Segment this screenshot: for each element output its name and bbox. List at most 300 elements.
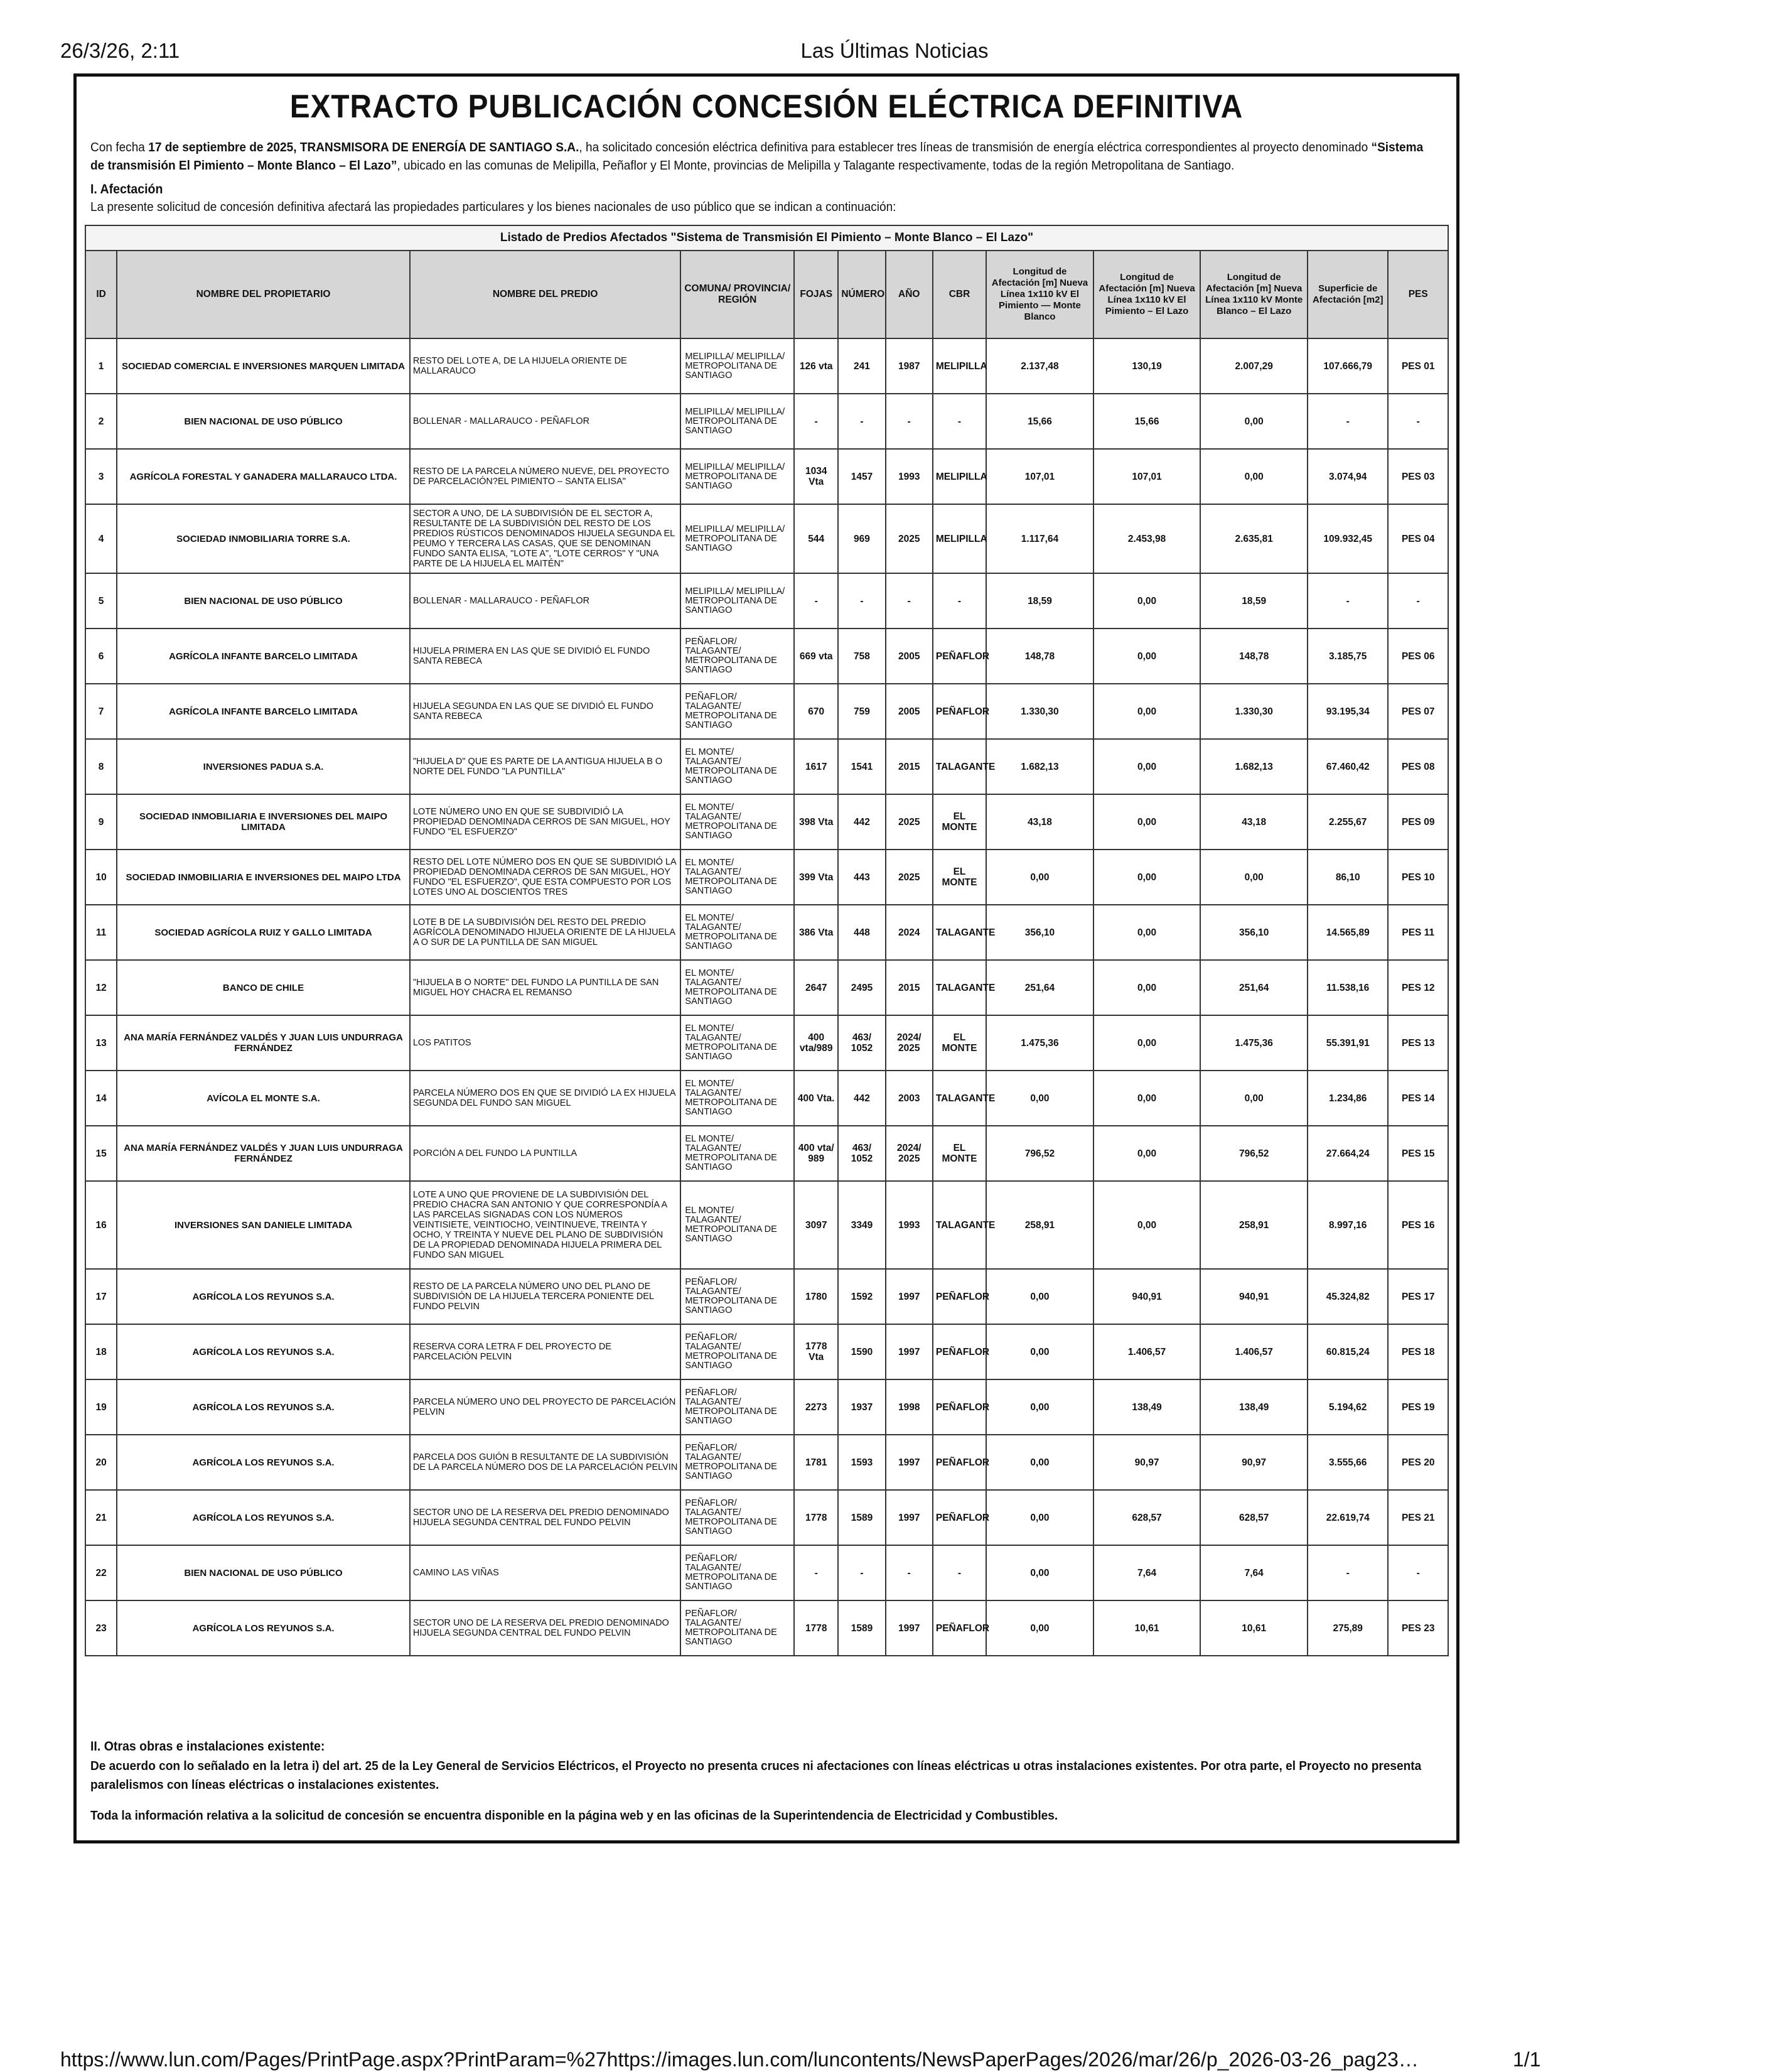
cell-owner: ANA MARÍA FERNÁNDEZ VALDÉS Y JUAN LUIS UNDURRAGA FERNÁNDEZ <box>117 1126 410 1181</box>
section-2-title: II. Otras obras e instalaciones existente: <box>90 1739 325 1754</box>
cell-owner: AGRÍCOLA LOS REYUNOS S.A. <box>117 1600 410 1656</box>
cell-numero: 463/ 1052 <box>838 1015 885 1071</box>
cell-len2: 940,91 <box>1093 1269 1201 1324</box>
cell-id: 2 <box>85 394 117 449</box>
col-length-2: Longitud de Afectación [m] Nueva Línea 1x110 kV El Pimiento – El Lazo <box>1093 251 1201 338</box>
cell-owner: SOCIEDAD AGRÍCOLA RUIZ Y GALLO LIMITADA <box>117 905 410 960</box>
cell-len2: 0,00 <box>1093 684 1201 739</box>
cell-fojas: - <box>794 394 838 449</box>
table-body <box>85 338 1448 1656</box>
cell-property: BOLLENAR - MALLARAUCO - PEÑAFLOR <box>410 394 681 449</box>
cell-len3: 2.007,29 <box>1200 338 1308 394</box>
cell-anio: 2025 <box>886 850 933 905</box>
cell-pes: PES 15 <box>1388 1126 1448 1181</box>
cell-anio: 2024/ 2025 <box>886 1126 933 1181</box>
table-caption: Listado de Predios Afectados "Sistema de Transmisión El Pimiento – Monte Blanco – El Lazo" <box>85 225 1448 251</box>
cell-area: 3.185,75 <box>1308 629 1388 684</box>
cell-area: 14.565,89 <box>1308 905 1388 960</box>
cell-pes: - <box>1388 394 1448 449</box>
cell-area: 107.666,79 <box>1308 338 1388 394</box>
cell-len3: 148,78 <box>1200 629 1308 684</box>
cell-property: LOTE A UNO QUE PROVIENE DE LA SUBDIVISIÓN DEL PREDIO CHACRA SAN ANTONIO Y QUE CORRESPONDÍA A LAS PARCELAS SIGNADAS CON LOS NÚMEROS VEINTISIETE, VEINTIOCHO, VEINTINUEVE, TREINTA Y OCHO, Y TREINTA Y NUEVE DEL PLANO DE SUBDIVISIÓN DE LA PROPIEDAD DENOMINADA HIJUELA PRIMERA DEL FUNDO SAN MIGUEL <box>410 1181 681 1269</box>
col-length-1: Longitud de Afectación [m] Nueva Línea 1x110 kV El Pimiento — Monte Blanco <box>986 251 1093 338</box>
cell-len1: 796,52 <box>986 1126 1093 1181</box>
cell-commune: PEÑAFLOR/ TALAGANTE/ METROPOLITANA DE SANTIAGO <box>680 1490 794 1545</box>
cell-len1: 0,00 <box>986 1324 1093 1379</box>
cell-property: PARCELA NÚMERO DOS EN QUE SE DIVIDIÓ LA EX HIJUELA SEGUNDA DEL FUNDO SAN MIGUEL <box>410 1071 681 1126</box>
cell-id: 10 <box>85 850 117 905</box>
cell-area: 11.538,16 <box>1308 960 1388 1015</box>
cell-pes: PES 11 <box>1388 905 1448 960</box>
cell-pes: PES 19 <box>1388 1379 1448 1435</box>
cell-anio: 1997 <box>886 1490 933 1545</box>
cell-len3: 10,61 <box>1200 1600 1308 1656</box>
table-row <box>85 504 1448 573</box>
cell-owner: AGRÍCOLA LOS REYUNOS S.A. <box>117 1324 410 1379</box>
cell-fojas: 398 Vta <box>794 794 838 850</box>
cell-pes: PES 09 <box>1388 794 1448 850</box>
cell-numero: 1457 <box>838 449 885 504</box>
section-2 <box>90 1739 1440 1823</box>
cell-id: 4 <box>85 504 117 573</box>
cell-len3: 43,18 <box>1200 794 1308 850</box>
cell-area: 109.932,45 <box>1308 504 1388 573</box>
cell-numero: 758 <box>838 629 885 684</box>
cell-pes: PES 18 <box>1388 1324 1448 1379</box>
cell-anio: 2005 <box>886 629 933 684</box>
cell-anio: 2025 <box>886 794 933 850</box>
cell-cbr: TALAGANTE <box>933 1071 986 1126</box>
cell-property: CAMINO LAS VIÑAS <box>410 1545 681 1600</box>
cell-owner: INVERSIONES SAN DANIELE LIMITADA <box>117 1181 410 1269</box>
cell-owner: BIEN NACIONAL DE USO PÚBLICO <box>117 573 410 629</box>
cell-owner: AGRÍCOLA LOS REYUNOS S.A. <box>117 1435 410 1490</box>
cell-property: RESTO DE LA PARCELA NÚMERO NUEVE, DEL PROYECTO DE PARCELACIÓN?EL PIMIENTO – SANTA ELISA" <box>410 449 681 504</box>
cell-anio: 1997 <box>886 1600 933 1656</box>
cell-owner: SOCIEDAD INMOBILIARIA E INVERSIONES DEL MAIPO LTDA <box>117 850 410 905</box>
cell-pes: PES 07 <box>1388 684 1448 739</box>
cell-area: - <box>1308 573 1388 629</box>
cell-len1: 0,00 <box>986 850 1093 905</box>
cell-commune: PEÑAFLOR/ TALAGANTE/ METROPOLITANA DE SANTIAGO <box>680 1379 794 1435</box>
cell-id: 20 <box>85 1435 117 1490</box>
cell-numero: 3349 <box>838 1181 885 1269</box>
cell-pes: PES 20 <box>1388 1435 1448 1490</box>
col-length-3: Longitud de Afectación [m] Nueva Línea 1x110 kV Monte Blanco – El Lazo <box>1200 251 1308 338</box>
cell-len1: 0,00 <box>986 1600 1093 1656</box>
cell-len3: 2.635,81 <box>1200 504 1308 573</box>
cell-len2: 0,00 <box>1093 1181 1201 1269</box>
cell-area: 93.195,34 <box>1308 684 1388 739</box>
col-numero: NÚMERO <box>838 251 885 338</box>
cell-numero: 1593 <box>838 1435 885 1490</box>
cell-property: PARCELA DOS GUIÓN B RESULTANTE DE LA SUBDIVISIÓN DE LA PARCELA NÚMERO DOS DE LA PARCELACIÓN PELVIN <box>410 1435 681 1490</box>
cell-id: 22 <box>85 1545 117 1600</box>
cell-len3: 0,00 <box>1200 850 1308 905</box>
cell-owner: AGRÍCOLA INFANTE BARCELO LIMITADA <box>117 684 410 739</box>
cell-pes: PES 14 <box>1388 1071 1448 1126</box>
cell-numero: - <box>838 394 885 449</box>
cell-commune: PEÑAFLOR/ TALAGANTE/ METROPOLITANA DE SANTIAGO <box>680 684 794 739</box>
cell-property: RESTO DE LA PARCELA NÚMERO UNO DEL PLANO DE SUBDIVISIÓN DE LA HIJUELA TERCERA PONIENTE DEL FUNDO PELVIN <box>410 1269 681 1324</box>
cell-pes: PES 10 <box>1388 850 1448 905</box>
cell-property: SECTOR UNO DE LA RESERVA DEL PREDIO DENOMINADO HIJUELA SEGUNDA CENTRAL DEL FUNDO PELVIN <box>410 1490 681 1545</box>
cell-len3: 0,00 <box>1200 1071 1308 1126</box>
col-pes: PES <box>1388 251 1448 338</box>
table-row <box>85 1071 1448 1126</box>
cell-numero: 241 <box>838 338 885 394</box>
print-timestamp: 26/3/26, 2:11 <box>60 39 180 62</box>
cell-owner: AGRÍCOLA LOS REYUNOS S.A. <box>117 1379 410 1435</box>
cell-anio: 2025 <box>886 504 933 573</box>
cell-id: 11 <box>85 905 117 960</box>
affected-properties-table <box>85 225 1449 1656</box>
cell-area: 67.460,42 <box>1308 739 1388 794</box>
table-row <box>85 1269 1448 1324</box>
cell-area: 86,10 <box>1308 850 1388 905</box>
cell-commune: EL MONTE/ TALAGANTE/ METROPOLITANA DE SANTIAGO <box>680 905 794 960</box>
cell-cbr: - <box>933 573 986 629</box>
cell-len2: 2.453,98 <box>1093 504 1201 573</box>
cell-property: HIJUELA PRIMERA EN LAS QUE SE DIVIDIÓ EL FUNDO SANTA REBECA <box>410 629 681 684</box>
table-row <box>85 1126 1448 1181</box>
cell-len2: 90,97 <box>1093 1435 1201 1490</box>
cell-commune: MELIPILLA/ MELIPILLA/ METROPOLITANA DE SANTIAGO <box>680 338 794 394</box>
cell-len3: 940,91 <box>1200 1269 1308 1324</box>
cell-property: LOTE B DE LA SUBDIVISIÓN DEL RESTO DEL PREDIO AGRÍCOLA DENOMINADO HIJUELA ORIENTE DE LA HIJUELA A O SUR DE LA PUNTILLA DE SAN MIGUEL <box>410 905 681 960</box>
cell-len1: 0,00 <box>986 1545 1093 1600</box>
cell-len2: 130,19 <box>1093 338 1201 394</box>
cell-len2: 0,00 <box>1093 905 1201 960</box>
cell-pes: PES 04 <box>1388 504 1448 573</box>
cell-id: 7 <box>85 684 117 739</box>
table-row <box>85 1015 1448 1071</box>
cell-pes: PES 12 <box>1388 960 1448 1015</box>
cell-commune: EL MONTE/ TALAGANTE/ METROPOLITANA DE SANTIAGO <box>680 1071 794 1126</box>
cell-len2: 0,00 <box>1093 850 1201 905</box>
cell-cbr: MELIPILLA <box>933 504 986 573</box>
cell-numero: 1592 <box>838 1269 885 1324</box>
cell-fojas: - <box>794 573 838 629</box>
cell-anio: 1993 <box>886 1181 933 1269</box>
cell-area: 8.997,16 <box>1308 1181 1388 1269</box>
cell-commune: EL MONTE/ TALAGANTE/ METROPOLITANA DE SANTIAGO <box>680 960 794 1015</box>
cell-commune: EL MONTE/ TALAGANTE/ METROPOLITANA DE SANTIAGO <box>680 794 794 850</box>
cell-fojas: 400 vta/989 <box>794 1015 838 1071</box>
cell-commune: EL MONTE/ TALAGANTE/ METROPOLITANA DE SANTIAGO <box>680 1126 794 1181</box>
cell-pes: PES 03 <box>1388 449 1448 504</box>
cell-len2: 628,57 <box>1093 1490 1201 1545</box>
cell-len1: 18,59 <box>986 573 1093 629</box>
cell-owner: BANCO DE CHILE <box>117 960 410 1015</box>
cell-anio: 2003 <box>886 1071 933 1126</box>
cell-area: 60.815,24 <box>1308 1324 1388 1379</box>
cell-cbr: MELIPILLA <box>933 449 986 504</box>
notice-frame <box>73 73 1459 1843</box>
cell-len3: 138,49 <box>1200 1379 1308 1435</box>
cell-len3: 251,64 <box>1200 960 1308 1015</box>
cell-id: 15 <box>85 1126 117 1181</box>
print-url: https://www.lun.com/Pages/PrintPage.aspx?PrintParam=%27https://images.lun.com/luncontents/NewsPaperPages/2026/mar/26/p_2026-03-26_pag23… <box>60 2048 1419 2071</box>
cell-anio: 1997 <box>886 1269 933 1324</box>
cell-pes: PES 06 <box>1388 629 1448 684</box>
cell-anio: 2024 <box>886 905 933 960</box>
cell-numero: 1589 <box>838 1490 885 1545</box>
cell-fojas: 2273 <box>794 1379 838 1435</box>
notice-intro: Con fecha 17 de septiembre de 2025, TRANSMISORA DE ENERGÍA DE SANTIAGO S.A., ha solicitado concesión eléctrica definitiva para establecer tres líneas de transmisión de energía eléctrica correspondientes al proyecto denominado “Sistema de transmisión El Pimiento – Monte Blanco – El Lazo”, ubicado en las comunas de Melipilla, Peñaflor y El Monte, provincias de Melipilla y Talagante respectivamente, todas de la región Metropolitana de Santiago. <box>90 140 1424 173</box>
table-row <box>85 1379 1448 1435</box>
cell-area: - <box>1308 394 1388 449</box>
cell-anio: 2024/ 2025 <box>886 1015 933 1071</box>
cell-cbr: PEÑAFLOR <box>933 1600 986 1656</box>
cell-cbr: TALAGANTE <box>933 1181 986 1269</box>
table-row <box>85 850 1448 905</box>
cell-len2: 0,00 <box>1093 1071 1201 1126</box>
cell-commune: MELIPILLA/ MELIPILLA/ METROPOLITANA DE SANTIAGO <box>680 394 794 449</box>
table-row <box>85 629 1448 684</box>
col-area: Superficie de Afectación [m2] <box>1308 251 1388 338</box>
cell-property: RESERVA CORA LETRA F DEL PROYECTO DE PARCELACIÓN PELVIN <box>410 1324 681 1379</box>
cell-len2: 15,66 <box>1093 394 1201 449</box>
cell-numero: 442 <box>838 1071 885 1126</box>
cell-len3: 628,57 <box>1200 1490 1308 1545</box>
cell-fojas: 1778 <box>794 1490 838 1545</box>
cell-anio: - <box>886 573 933 629</box>
cell-numero: - <box>838 573 885 629</box>
cell-len2: 0,00 <box>1093 739 1201 794</box>
cell-pes: PES 21 <box>1388 1490 1448 1545</box>
cell-len2: 1.406,57 <box>1093 1324 1201 1379</box>
col-property: NOMBRE DEL PREDIO <box>410 251 681 338</box>
cell-id: 17 <box>85 1269 117 1324</box>
cell-anio: 1993 <box>886 449 933 504</box>
cell-len3: 7,64 <box>1200 1545 1308 1600</box>
cell-owner: SOCIEDAD INMOBILIARIA TORRE S.A. <box>117 504 410 573</box>
cell-id: 9 <box>85 794 117 850</box>
cell-anio: 2015 <box>886 739 933 794</box>
cell-owner: INVERSIONES PADUA S.A. <box>117 739 410 794</box>
cell-cbr: MELIPILLA <box>933 338 986 394</box>
cell-numero: 442 <box>838 794 885 850</box>
cell-len1: 2.137,48 <box>986 338 1093 394</box>
cell-id: 12 <box>85 960 117 1015</box>
cell-fojas: 1781 <box>794 1435 838 1490</box>
table-row <box>85 960 1448 1015</box>
cell-len2: 138,49 <box>1093 1379 1201 1435</box>
cell-commune: EL MONTE/ TALAGANTE/ METROPOLITANA DE SANTIAGO <box>680 1181 794 1269</box>
cell-fojas: 1617 <box>794 739 838 794</box>
cell-numero: - <box>838 1545 885 1600</box>
cell-cbr: PEÑAFLOR <box>933 1435 986 1490</box>
cell-len3: 258,91 <box>1200 1181 1308 1269</box>
cell-len3: 356,10 <box>1200 905 1308 960</box>
cell-len2: 7,64 <box>1093 1545 1201 1600</box>
cell-owner: AGRÍCOLA FORESTAL Y GANADERA MALLARAUCO LTDA. <box>117 449 410 504</box>
cell-len3: 0,00 <box>1200 394 1308 449</box>
cell-cbr: PEÑAFLOR <box>933 1490 986 1545</box>
cell-len1: 356,10 <box>986 905 1093 960</box>
cell-len1: 1.475,36 <box>986 1015 1093 1071</box>
table-row <box>85 794 1448 850</box>
cell-pes: PES 08 <box>1388 739 1448 794</box>
table-row <box>85 1435 1448 1490</box>
cell-len1: 0,00 <box>986 1379 1093 1435</box>
cell-area: 22.619,74 <box>1308 1490 1388 1545</box>
cell-property: RESTO DEL LOTE A, DE LA HIJUELA ORIENTE DE MALLARAUCO <box>410 338 681 394</box>
cell-cbr: EL MONTE <box>933 794 986 850</box>
notice-title: EXTRACTO PUBLICACIÓN CONCESIÓN ELÉCTRICA DEFINITIVA <box>289 89 1244 125</box>
cell-pes: PES 16 <box>1388 1181 1448 1269</box>
print-page-count: 1/1 <box>1513 2048 1541 2071</box>
cell-len3: 90,97 <box>1200 1435 1308 1490</box>
cell-fojas: 400 Vta. <box>794 1071 838 1126</box>
cell-commune: EL MONTE/ TALAGANTE/ METROPOLITANA DE SANTIAGO <box>680 739 794 794</box>
cell-cbr: TALAGANTE <box>933 905 986 960</box>
table-row <box>85 905 1448 960</box>
cell-area: 45.324,82 <box>1308 1269 1388 1324</box>
cell-anio: - <box>886 1545 933 1600</box>
cell-pes: PES 01 <box>1388 338 1448 394</box>
cell-cbr: EL MONTE <box>933 1015 986 1071</box>
col-cbr: CBR <box>933 251 986 338</box>
col-anio: AÑO <box>886 251 933 338</box>
cell-id: 19 <box>85 1379 117 1435</box>
cell-pes: PES 23 <box>1388 1600 1448 1656</box>
cell-numero: 463/ 1052 <box>838 1126 885 1181</box>
cell-len1: 15,66 <box>986 394 1093 449</box>
cell-numero: 1590 <box>838 1324 885 1379</box>
cell-fojas: 1778 Vta <box>794 1324 838 1379</box>
table-row <box>85 1181 1448 1269</box>
cell-commune: MELIPILLA/ MELIPILLA/ METROPOLITANA DE SANTIAGO <box>680 504 794 573</box>
table-row <box>85 573 1448 629</box>
cell-property: SECTOR A UNO, DE LA SUBDIVISIÓN DE EL SECTOR A, RESULTANTE DE LA SUBDIVISIÓN DEL RESTO DE LOS PREDIOS RÚSTICOS DENOMINADOS HIJUELA SEGUNDA EL PEUMO Y TERCERA LAS CASAS, QUE SE DENOMINAN FUNDO SANTA ELISA, "LOTE A", "LOTE CERROS" Y "UNA PARTE DE LA HIJUELA EL MAITÉN" <box>410 504 681 573</box>
cell-len1: 148,78 <box>986 629 1093 684</box>
section-2-text: De acuerdo con lo señalado en la letra i) del art. 25 de la Ley General de Servicios Eléctricos, el Proyecto no presenta cruces ni afectaciones con líneas eléctricas u otras instalaciones existentes. Por otra parte, el Proyecto no presenta paralelismos con líneas eléctricas o instalaciones existentes. <box>90 1759 1422 1792</box>
cell-cbr: PEÑAFLOR <box>933 684 986 739</box>
cell-anio: 2015 <box>886 960 933 1015</box>
cell-commune: MELIPILLA/ MELIPILLA/ METROPOLITANA DE SANTIAGO <box>680 449 794 504</box>
cell-cbr: PEÑAFLOR <box>933 629 986 684</box>
cell-id: 21 <box>85 1490 117 1545</box>
cell-property: PORCIÓN A DEL FUNDO LA PUNTILLA <box>410 1126 681 1181</box>
cell-area: 5.194,62 <box>1308 1379 1388 1435</box>
cell-commune: EL MONTE/ TALAGANTE/ METROPOLITANA DE SANTIAGO <box>680 850 794 905</box>
print-page-title: Las Últimas Noticias <box>800 39 989 62</box>
cell-id: 23 <box>85 1600 117 1656</box>
cell-fojas: 126 vta <box>794 338 838 394</box>
closing-text: Toda la información relativa a la solicitud de concesión se encuentra disponible en la página web y en las oficinas de la Superintendencia de Electricidad y Combustibles. <box>90 1808 1058 1823</box>
cell-cbr: EL MONTE <box>933 850 986 905</box>
cell-fojas: 670 <box>794 684 838 739</box>
cell-len1: 1.682,13 <box>986 739 1093 794</box>
cell-fojas: 669 vta <box>794 629 838 684</box>
cell-owner: SOCIEDAD COMERCIAL E INVERSIONES MARQUEN LIMITADA <box>117 338 410 394</box>
cell-numero: 1541 <box>838 739 885 794</box>
cell-fojas: 2647 <box>794 960 838 1015</box>
section-1-text: La presente solicitud de concesión definitiva afectará las propiedades particulares y los bienes nacionales de uso público que se indican a continuación: <box>90 200 896 214</box>
cell-len1: 1.117,64 <box>986 504 1093 573</box>
cell-area: - <box>1308 1545 1388 1600</box>
cell-id: 16 <box>85 1181 117 1269</box>
table-row <box>85 1490 1448 1545</box>
cell-commune: PEÑAFLOR/ TALAGANTE/ METROPOLITANA DE SANTIAGO <box>680 1435 794 1490</box>
cell-owner: AGRÍCOLA LOS REYUNOS S.A. <box>117 1490 410 1545</box>
cell-len3: 0,00 <box>1200 449 1308 504</box>
cell-anio: 2005 <box>886 684 933 739</box>
cell-anio: 1987 <box>886 338 933 394</box>
cell-numero: 448 <box>838 905 885 960</box>
cell-fojas: 386 Vta <box>794 905 838 960</box>
cell-property: BOLLENAR - MALLARAUCO - PEÑAFLOR <box>410 573 681 629</box>
cell-len2: 0,00 <box>1093 573 1201 629</box>
cell-property: SECTOR UNO DE LA RESERVA DEL PREDIO DENOMINADO HIJUELA SEGUNDA CENTRAL DEL FUNDO PELVIN <box>410 1600 681 1656</box>
table-row <box>85 338 1448 394</box>
cell-property: "HIJUELA D" QUE ES PARTE DE LA ANTIGUA HIJUELA B O NORTE DEL FUNDO "LA PUNTILLA" <box>410 739 681 794</box>
cell-len3: 1.406,57 <box>1200 1324 1308 1379</box>
cell-owner: BIEN NACIONAL DE USO PÚBLICO <box>117 394 410 449</box>
cell-len1: 1.330,30 <box>986 684 1093 739</box>
cell-len1: 0,00 <box>986 1071 1093 1126</box>
cell-len2: 0,00 <box>1093 1015 1201 1071</box>
cell-owner: SOCIEDAD INMOBILIARIA E INVERSIONES DEL MAIPO LIMITADA <box>117 794 410 850</box>
cell-commune: PEÑAFLOR/ TALAGANTE/ METROPOLITANA DE SANTIAGO <box>680 1269 794 1324</box>
cell-len1: 0,00 <box>986 1269 1093 1324</box>
cell-commune: EL MONTE/ TALAGANTE/ METROPOLITANA DE SANTIAGO <box>680 1015 794 1071</box>
cell-area: 3.074,94 <box>1308 449 1388 504</box>
cell-id: 1 <box>85 338 117 394</box>
cell-area: 3.555,66 <box>1308 1435 1388 1490</box>
cell-anio: 1998 <box>886 1379 933 1435</box>
cell-numero: 2495 <box>838 960 885 1015</box>
cell-commune: MELIPILLA/ MELIPILLA/ METROPOLITANA DE SANTIAGO <box>680 573 794 629</box>
cell-anio: 1997 <box>886 1324 933 1379</box>
cell-cbr: - <box>933 1545 986 1600</box>
cell-len3: 796,52 <box>1200 1126 1308 1181</box>
cell-area: 275,89 <box>1308 1600 1388 1656</box>
cell-id: 13 <box>85 1015 117 1071</box>
table-row <box>85 1545 1448 1600</box>
col-commune: COMUNA/ PROVINCIA/ REGIÓN <box>680 251 794 338</box>
cell-fojas: 3097 <box>794 1181 838 1269</box>
cell-anio: 1997 <box>886 1435 933 1490</box>
cell-owner: AGRÍCOLA INFANTE BARCELO LIMITADA <box>117 629 410 684</box>
cell-len2: 0,00 <box>1093 960 1201 1015</box>
cell-len1: 0,00 <box>986 1435 1093 1490</box>
cell-pes: PES 13 <box>1388 1015 1448 1071</box>
cell-owner: AVÍCOLA EL MONTE S.A. <box>117 1071 410 1126</box>
cell-id: 14 <box>85 1071 117 1126</box>
cell-numero: 1937 <box>838 1379 885 1435</box>
col-id: ID <box>85 251 117 338</box>
cell-anio: - <box>886 394 933 449</box>
cell-cbr: EL MONTE <box>933 1126 986 1181</box>
cell-area: 2.255,67 <box>1308 794 1388 850</box>
cell-len1: 0,00 <box>986 1490 1093 1545</box>
cell-id: 6 <box>85 629 117 684</box>
table-row <box>85 394 1448 449</box>
cell-fojas: 400 vta/ 989 <box>794 1126 838 1181</box>
cell-len3: 18,59 <box>1200 573 1308 629</box>
cell-property: HIJUELA SEGUNDA EN LAS QUE SE DIVIDIÓ EL FUNDO SANTA REBECA <box>410 684 681 739</box>
cell-fojas: 544 <box>794 504 838 573</box>
cell-id: 5 <box>85 573 117 629</box>
cell-pes: PES 17 <box>1388 1269 1448 1324</box>
cell-pes: - <box>1388 573 1448 629</box>
cell-area: 55.391,91 <box>1308 1015 1388 1071</box>
table-row <box>85 684 1448 739</box>
cell-cbr: - <box>933 394 986 449</box>
